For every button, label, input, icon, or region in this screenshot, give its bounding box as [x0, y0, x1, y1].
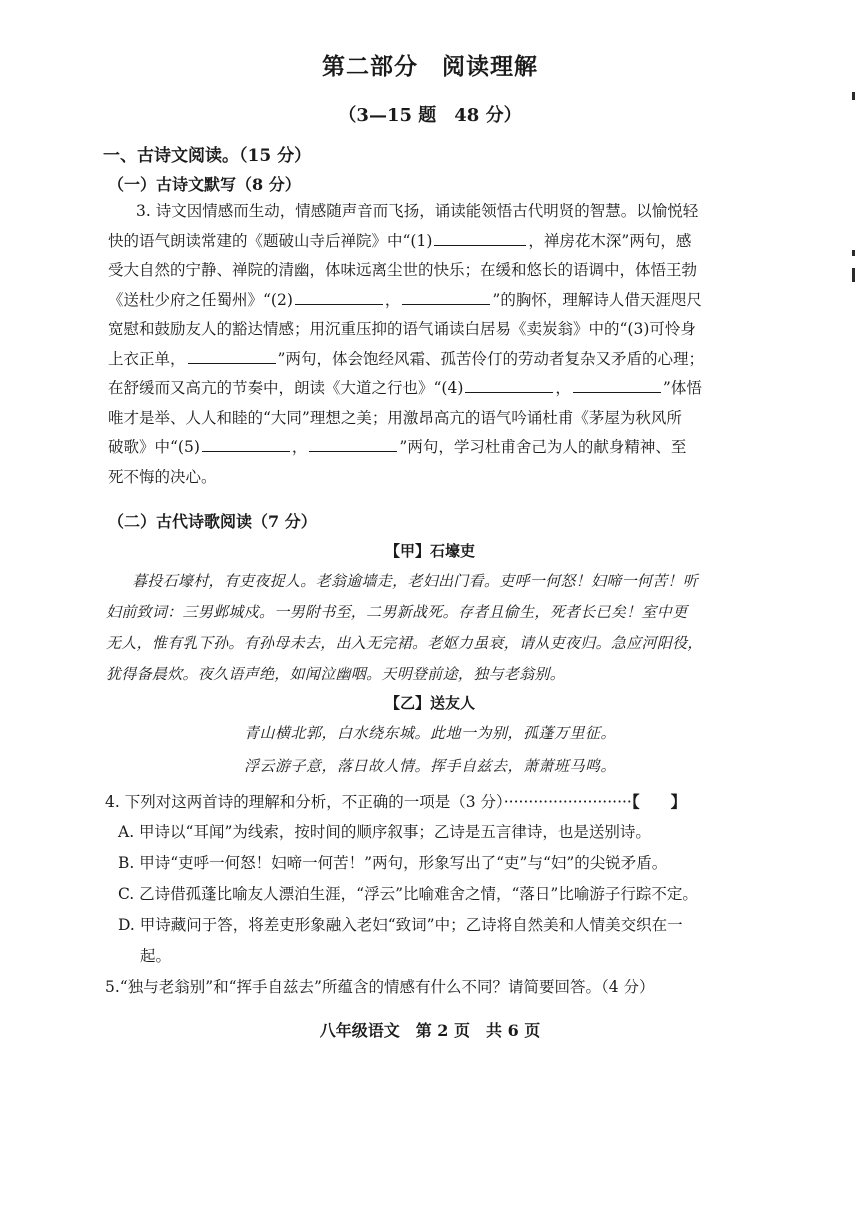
- answer-blank-3[interactable]: [188, 347, 276, 364]
- poem-b-line-1: 青山横北郭，白水绕东城。此地一为别，孤蓬万里征。: [243, 724, 616, 742]
- scan-mark: [852, 92, 855, 100]
- question-3: [108, 197, 763, 492]
- scan-mark: [852, 268, 855, 282]
- poem-a-line: 犹得备晨炊。夜久语声绝，如闻泣幽咽。天明登前途，独与老翁别。: [106, 665, 566, 683]
- q3-line-8: 唯才是举、人人和睦的“大同”理想之美；用激昂高亢的语气吟诵杜甫《茅屋为秋风所: [108, 408, 682, 427]
- poem-a-line: 无人，惟有乳下孙。有孙母未去，出入无完裙。老妪力虽衰，请从吏夜归。急应河阳役，: [106, 634, 703, 652]
- q3-line-3: 受大自然的宁静、禅院的清幽，体味远离尘世的快乐；在缓和悠长的语调中，体悟王勃: [108, 261, 698, 279]
- poem-a-line: 暮投石壕村，有吏夜捉人。老翁逾墙走，老妇出门看。吏呼一何怒！妇啼一何苦！听: [132, 572, 699, 590]
- answer-blank-5b[interactable]: [309, 435, 397, 452]
- q3-line-6: 上衣正单， ”两句，体会饱经风霜、孤苦伶仃的劳动者复杂又矛盾的心理；: [108, 345, 763, 375]
- poem-b-line-2: 浮云游子意，落日故人情。挥手自兹去，萧萧班马鸣。: [243, 757, 616, 775]
- option-c: C. 乙诗借孤蓬比喻友人漂泊生涯，“浮云”比喻难舍之情，“落日”比喻游子行踪不定。: [118, 885, 698, 903]
- q3-line-10: 死不悔的决心。: [108, 467, 217, 486]
- poem-b-title: 【乙】送友人: [384, 694, 475, 712]
- option-a: A. 甲诗以“耳闻”为线索，按时间的顺序叙事；乙诗是五言律诗，也是送别诗。: [118, 823, 651, 841]
- part-title: 第二部分 阅读理解: [322, 53, 538, 80]
- answer-blank-2a[interactable]: [295, 288, 383, 305]
- option-b: B. 甲诗“吏呼一何怒！妇啼一何苦！”两句，形象写出了“吏”与“妇”的尖锐矛盾。: [118, 854, 668, 872]
- option-d: D. 甲诗藏问于答，将差吏形象融入老妇“致词”中；乙诗将自然美和人情美交织在一: [118, 916, 683, 934]
- scan-mark: [852, 250, 855, 256]
- answer-blank-4a[interactable]: [465, 376, 553, 393]
- answer-bracket[interactable]: 【 】: [631, 792, 687, 811]
- poem-a-title: 【甲】石壕吏: [384, 542, 475, 560]
- q3-line-2: 快的语气朗读常建的《题破山寺后禅院》中“(1) ，禅房花木深”两句，感: [108, 227, 763, 257]
- q3-line-7: 在舒缓而又高亢的节奏中，朗读《大道之行也》“(4) ， ”体悟: [108, 374, 763, 404]
- option-d-continued: 起。: [140, 947, 172, 965]
- page-footer: 八年级语文 第 2 页 共 6 页: [319, 1021, 541, 1040]
- poem-a-line: 妇前致词：三男邺城戍。一男附书至，二男新战死。存者且偷生，死者长已矣！室中更: [106, 603, 688, 621]
- poem-a-body: [106, 566, 766, 690]
- q3-line-4: 《送杜少府之任蜀州》“(2) ， ”的胸怀，理解诗人借天涯咫尺: [108, 286, 763, 316]
- section-heading: 一、古诗文阅读。（15 分）: [103, 146, 312, 166]
- subsection-heading-poetry: （二）古代诗歌阅读（7 分）: [108, 512, 317, 531]
- answer-blank-4b[interactable]: [573, 376, 661, 393]
- subsection-heading-recitation: （一）古诗文默写（8 分）: [108, 175, 301, 194]
- answer-blank-1[interactable]: [434, 229, 526, 246]
- q3-line-9: 破歌》中“(5) ， ”两句，学习杜甫舍己为人的献身精神、至: [108, 433, 763, 463]
- q3-line-5: 宽慰和鼓励友人的豁达情感；用沉重压抑的语气诵读白居易《卖炭翁》中的“(3)可怜身: [108, 320, 696, 338]
- q3-line-1: 3. 诗文因情感而生动，情感随声音而飞扬，诵读能领悟古代明贤的智慧。以愉悦轻: [136, 202, 699, 220]
- question-5: 5.“独与老翁别”和“挥手自兹去”所蕴含的情感有什么不同？请简要回答。（4 分）: [105, 978, 655, 996]
- answer-blank-2b[interactable]: [402, 288, 490, 305]
- question-4-stem: 4. 下列对这两首诗的理解和分析，不正确的一项是（3 分）··························【 】: [105, 792, 687, 811]
- answer-blank-5a[interactable]: [202, 435, 290, 452]
- part-subtitle: （3—15 题 48 分）: [338, 105, 522, 126]
